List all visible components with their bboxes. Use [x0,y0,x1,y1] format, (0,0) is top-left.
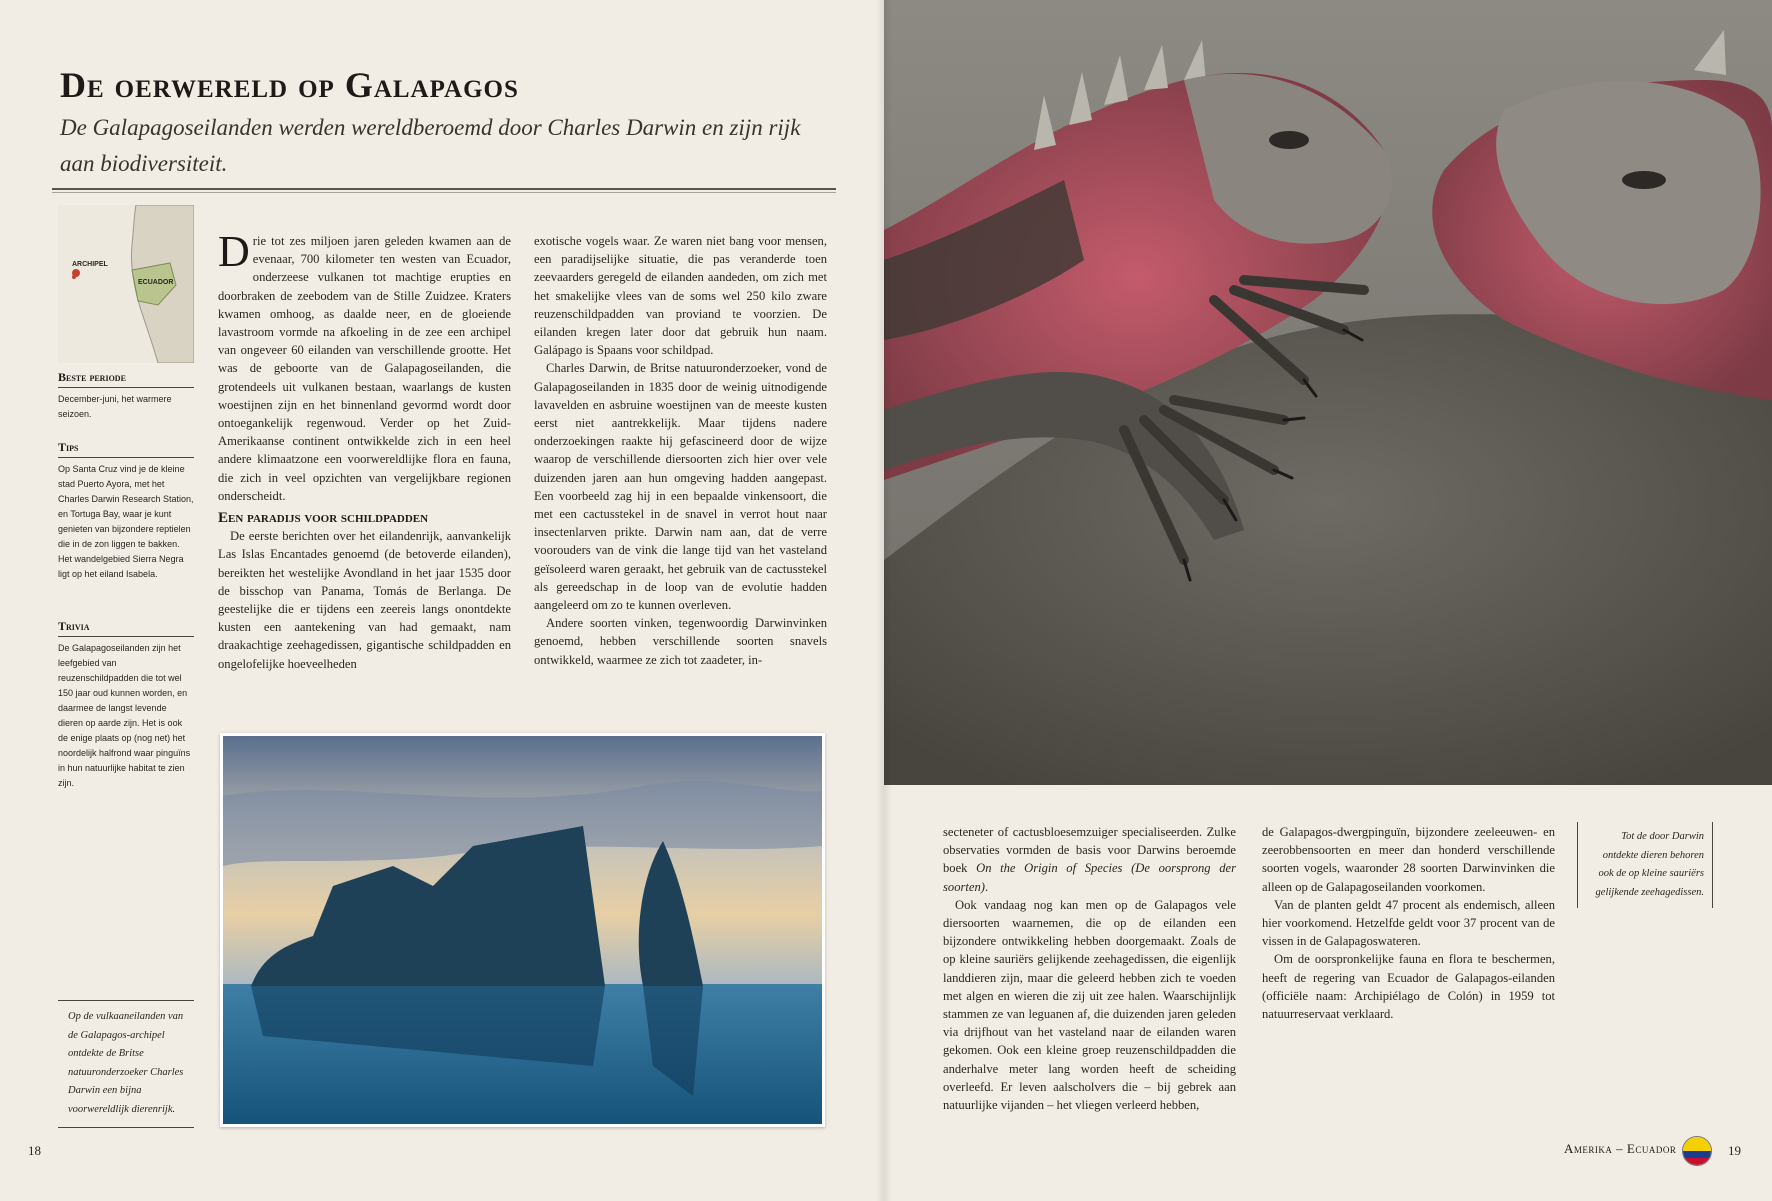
left-column-1 [218,227,511,673]
left-photo-caption: Op de vulkaaneilanden van de Galapagos-archipel ontdekte de Britse natuuronderzoeker Charles Darwin een bijna voorwereldlijk dierenrijk. [58,1000,194,1128]
left-column-2 [534,232,827,669]
kicker-rock-photo [220,733,825,1127]
drop-cap: D [218,227,250,276]
right-photo-caption: Tot de door Darwin ontdekte dieren behoren ook de op kleine sauriërs gelijkende zeehagedissen. [1577,822,1713,908]
sidebar-text: Op Santa Cruz vind je de kleine stad Puerto Ayora, met het Charles Darwin Research Station, en Tortuga Bay, waar je kunt genieten van bijzondere reptielen die in de zon liggen te bakken. Het wandelgebied Sierra Negra ligt op het eiland Isabela. [58,464,194,579]
body-paragraph: De eerste berichten over het eilandenrijk, aanvankelijk Las Islas Encantades genoemd (de betoverde eilanden), bereikten het westelijke Avondland in het jaar 1535 door de bisschop van Panama, Tomás de Berlanga. De geestelijke die er tijdens een zeereis langs onontdekte kusten een aantekening van had gemaakt, nam draakachtige zeehagedissen, gigantische schildpadden en ongelofelijke hoeveelheden [218,529,511,671]
right-column-2 [1262,823,1555,1023]
sidebar-best-period [58,370,194,422]
title-rule [52,188,836,190]
page-number-right: 19 [1728,1143,1741,1158]
right-column-1 [943,823,1236,1114]
sidebar-trivia [58,619,194,791]
body-paragraph: Ook vandaag nog kan men op de Galapagos vele diersoorten waarnemen, die op de eilanden een bijzondere ontwikkeling hebben doorgemaakt. Zoals de op kleine sauriërs gelijkende zeehagedissen, die eigenlijk landdieren zijn, maar die geleerd hebben zich te voeden met algen en wieren die zij uit zee halen. Waarschijnlijk stammen ze van leguanen af, die duizenden jaren geleden via drijfhout van het vasteland naar de eilanden waren gekomen. Ook een kleine groep reuzenschildpadden die anderhalve meter lang worden heeft de scheiding overleefd. Er leven aalscholvers die – bij gebrek aan natuurlijke vijanden – het vliegen verleerd hebben, [943,897,1236,1113]
sidebar-tips [58,440,194,582]
sidebar-text: De Galapagoseilanden zijn het leefgebied van reuzenschildpadden die tot wel 150 jaar oud kunnen worden, en daarmee de langst levende dieren op aarde zijn. Het is ook de enige plaats op (nog net) het noordelijk halfrond waar pinguïns in hun natuurlijke habitat te zien zijn. [58,643,191,788]
body-paragraph: exotische vogels waar. Ze waren niet bang voor mensen, een paradijselijke situatie, die pas veranderde toen zeevaarders geregeld de eilanden aandeden, om zich met het smakelijke vlees van de soms wel 250 kilo zware reuzenschildpadden van proviand te voorzien. De eilanden kregen later door dat gebruik hun naam. Galápago is Spaans voor schildpad. [534,234,827,358]
sidebar-text: December-juni, het warmere seizoen. [58,394,172,419]
body-paragraph: Om de oorspronkelijke fauna en flora te beschermen, heeft de regering van Ecuador de Galapagos-eilanden (officiële naam: Archipiélago de Colón) in 1959 tot natuurreservaat verklaard. [1262,952,1555,1022]
sidebar-heading: Trivia [58,619,194,637]
section-heading: Een paradijs voor schildpadden [218,510,429,527]
page-number-left: 18 [28,1143,41,1158]
page-title: De oerwereld op Galapagos [60,65,519,105]
marine-iguana-photo [884,0,1772,785]
title-rule-thin [52,192,836,193]
body-paragraph: Andere soorten vinken, tegenwoordig Darwinvinken genoemd, hebben verschillende soorten snavels ontwikkeld, waarmee ze zich tot zaadeter, in- [534,616,827,667]
ecuador-flag-icon [1682,1136,1712,1166]
intro-paragraph: Drie tot zes miljoen jaren geleden kwamen aan de evenaar, 700 kilometer ten westen van Ecuador, onderzeese vulkanen tot machtige erupties en doorbraken de zeebodem van de Stille Zuidzee. Kraters kwamen omhoog, as daalde neer, en de gloeiende lavastroom vormde na afkoeling in de zee een archipel van ongeveer 60 eilanden van verschillende grootte. Het was de geboorte van de Galapagoseilanden, die grotendeels uit vulkanen bestaan, waarlangs de kusten woestijnen zijn en het binnenland gevormd wordt door ontoegankelijk regenwoud. Verder op het Zuid-Amerikaanse continent ontwikkelde zich in een heel andere klimaatzone een voorwereldlijke flora en fauna, die zich in veel opzichten van vergelijkbare regionen onderscheidt. [218,227,511,503]
sidebar-heading: Beste periode [58,370,194,388]
body-paragraph: Charles Darwin, de Britse natuuronderzoeker, vond de Galapagoseilanden in 1835 door de weinig uitnodigende lavavelden en asbruine woestijnen van de meeste kusten eerst niet aantrekkelijk. Maar tijdens nadere onderzoekingen raakte hij gefascineerd door de wijze waarop de verschillende diersoorten zich hier over vele duizenden jaren aan hun omgeving hadden aangepast. Een voorbeeld zag hij in een bepaalde vinkensoort, die met een cactusstekel in de snavel in verrot hout naar insectenlarven prikte. Darwin nam aan, dat de verre voorouders van de vink die lange tijd van het vasteland geïsoleerd waren geraakt, het gebruik van de cactusstekel als gereedschap in de loop van de evolutie hadden aangeleerd om zo te kunnen overleven. [534,361,827,613]
running-head: Amerika – Ecuador [1564,1141,1677,1156]
body-paragraph: Van de planten geldt 47 procent als endemisch, alleen hier voorkomend. Hetzelfde geldt voor 37 procent van de vissen in de Galapagoswateren. [1262,897,1555,949]
gutter-shadow [876,0,892,1201]
page-subtitle: De Galapagoseilanden werden wereldberoemd door Charles Darwin en zijn rijk aan biodiversiteit. [60,115,801,176]
location-map [58,205,194,363]
body-paragraph: de Galapagos-dwergpinguïn, bijzondere zeeleeuwen- en zeerobbensoorten en meer dan honderd verschillende soorten vogels, waaronder 28 soorten Darwinvinken die alleen op de Galapagoseilanden voorkomen. [1262,825,1555,894]
sidebar-heading: Tips [58,440,194,458]
body-paragraph: secteneter of cactusbloesemzuiger specialiseerden. Zulke observaties vormden de basis voor Darwins beroemde boek On the Origin of Species (De oorsprong der soorten). [943,825,1236,894]
map-label-ecuador: ECUADOR [138,279,174,286]
book-title: On the Origin of Species (De oorsprong der soorten) [943,861,1236,894]
map-label-archipel: ARCHIPEL [72,261,108,268]
